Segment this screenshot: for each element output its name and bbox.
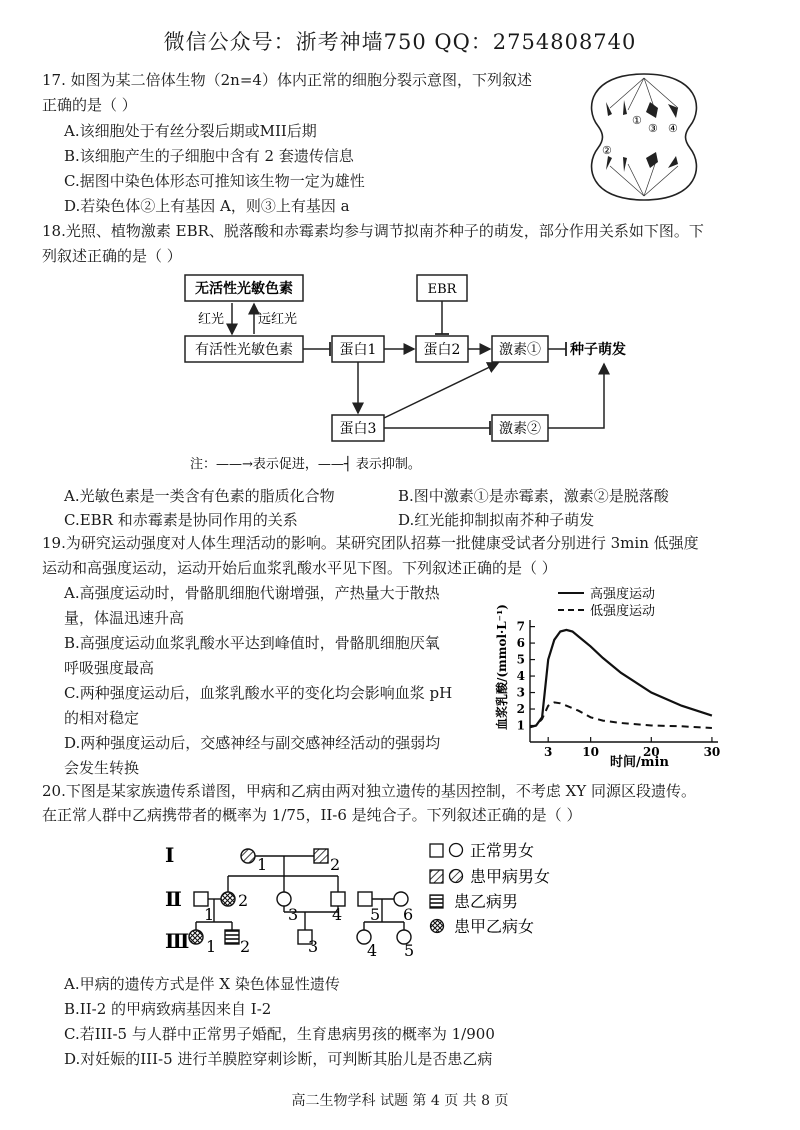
q19-option-a-line1: A.高强度运动时，骨骼肌细胞代谢增强，产热量大于散热 [64, 584, 440, 602]
q17-option-b: B.该细胞产生的子细胞中含有 2 套遗传信息 [64, 147, 354, 165]
q17-option-d: D.若染色体②上有基因 A，则③上有基因 a [64, 197, 350, 215]
protein1-label: 蛋白1 [339, 342, 377, 358]
chromosomes-bottom [606, 152, 678, 172]
I-2-male-disease-a [314, 849, 328, 863]
lactate-chart [490, 580, 730, 770]
legend-disease-a-label: 患甲病男女 [470, 867, 551, 886]
y-tick-label: 1 [516, 718, 525, 733]
II-4-male-normal [331, 892, 345, 906]
germination-regulation-diagram [180, 268, 660, 478]
chromosome-label-2: ② [602, 144, 612, 157]
III-2-male-disease-b [225, 930, 239, 944]
promote-protein3-hormone1 [384, 363, 498, 418]
III-5-number: 5 [404, 941, 415, 960]
legend-normal-male [430, 844, 443, 857]
q17-stem-line1: 17. 如图为某二倍体生物（2n=4）体内正常的细胞分裂示意图，下列叙述 [42, 71, 532, 89]
pedigree-chart [160, 838, 620, 970]
y-axis-label: 血浆乳酸/(mmol·L⁻¹) [495, 604, 509, 730]
germination-label: 种子萌发 [570, 342, 626, 358]
x-tick-label: 20 [642, 745, 660, 759]
y-tick-label: 7 [516, 619, 525, 634]
x-axis-label: 时间/min [610, 755, 669, 770]
q19-option-c-line1: C.两种强度运动后，血浆乳酸水平的变化均会影响血浆 pH [64, 684, 453, 702]
y-tick-label: 4 [516, 669, 525, 684]
legend-disease-b-male [430, 895, 443, 908]
III-1-number: 1 [206, 937, 217, 956]
q20-option-d: D.对妊娠的III-5 进行羊膜腔穿刺诊断，可判断其胎儿是否患乙病 [64, 1050, 493, 1068]
III-2-number: 2 [240, 937, 251, 956]
chromosome-label-3: ③ [648, 122, 658, 135]
q18-option-b: B.图中激素①是赤霉素，激素②是脱落酸 [398, 487, 669, 505]
q20-option-a: A.甲病的遗传方式是伴 X 染色体显性遗传 [64, 975, 340, 993]
legend-disease-a-male [430, 870, 443, 883]
chromosome-label-4: ④ [668, 122, 678, 135]
I-1-female-disease-a [241, 849, 255, 863]
red-light-label: 红光 [198, 312, 225, 327]
protein3-label: 蛋白3 [339, 421, 377, 437]
II-1-male-normal [194, 892, 208, 906]
hormone2-label: 激素② [499, 421, 541, 437]
x-tick-label: 10 [582, 745, 599, 759]
q18-option-a: A.光敏色素是一类含有色素的脂质化合物 [64, 487, 335, 505]
y-tick-label: 6 [516, 636, 525, 651]
II-2-number: 2 [238, 891, 249, 910]
q18-option-c: C.EBR 和赤霉素是协同作用的关系 [64, 511, 298, 529]
y-tick-label: 5 [516, 652, 525, 667]
series-line-high-intensity [530, 630, 712, 727]
y-tick-label: 2 [516, 702, 525, 717]
q19-option-d-line1: D.两种强度运动后，交感神经与副交感神经活动的强弱均 [64, 734, 441, 752]
II-3-female-normal [277, 892, 291, 906]
q17-stem-line2: 正确的是（ ） [42, 96, 137, 114]
legend-normal-label: 正常男女 [470, 841, 535, 860]
chromosomes-top [606, 100, 678, 118]
q18-option-d: D.红光能抑制拟南芥种子萌发 [398, 511, 595, 529]
generation-I: Ⅰ [165, 843, 175, 867]
II-2-female-both-diseases [221, 892, 235, 906]
q19-option-b-line2: 呼吸强度最高 [64, 659, 155, 677]
q17-option-c: C.据图中染色体形态可推知该生物一定为雄性 [64, 172, 365, 190]
II-4-number: 4 [332, 905, 343, 924]
q20-stem-line1: 20.下图是某家族遗传系谱图，甲病和乙病由两对独立遗传的基因控制，不考虑 XY 同源区段遗传。 [42, 782, 696, 800]
legend-disease-b-label: 患乙病男 [454, 892, 519, 911]
cell-division-figure [580, 68, 708, 206]
pedigree-legend [430, 841, 550, 936]
III-1-female-both-diseases [189, 930, 203, 944]
page-header: 微信公众号：浙考神墙750 QQ：2754808740 [163, 30, 637, 54]
I-2-number: 2 [330, 855, 341, 874]
q19-option-b-line1: B.高强度运动血浆乳酸水平达到峰值时，骨骼肌细胞厌氧 [64, 634, 440, 652]
q20-option-c: C.若III-5 与人群中正常男子婚配，生育患病男孩的概率为 1/900 [64, 1025, 495, 1043]
q18-stem-line2: 列叙述正确的是（ ） [42, 247, 182, 265]
q20-stem-line2: 在正常人群中乙病携带者的概率为 1/75，II-6 是纯合子。下列叙述正确的是（ ） [42, 806, 582, 824]
promote-hormone2-germination [548, 364, 604, 428]
x-tick-label: 30 [703, 745, 721, 759]
hormone1-label: 激素① [499, 342, 541, 358]
legend-both-female [431, 920, 444, 933]
legend-both-label: 患甲乙病女 [454, 917, 535, 936]
ebr-label: EBR [427, 282, 457, 297]
II-5-number: 5 [370, 905, 381, 924]
generation-III: Ⅲ [165, 929, 190, 953]
I-1-number: 1 [257, 855, 268, 874]
II-6-female-normal [394, 892, 408, 906]
II-6-number: 6 [403, 905, 414, 924]
spindle-fibers [610, 78, 678, 196]
protein2-label: 蛋白2 [423, 342, 461, 358]
y-tick-label: 3 [516, 685, 525, 700]
q19-stem-line1: 19.为研究运动强度对人体生理活动的影响。某研究团队招募一批健康受试者分别进行 3min 低强度 [42, 534, 699, 552]
legend-normal-female [450, 844, 463, 857]
diagram-note: 注：——→表示促进，——┤ 表示抑制。 [190, 457, 421, 472]
q17-option-a: A.该细胞处于有丝分裂后期或MII后期 [64, 122, 317, 140]
legend-label-low: 低强度运动 [590, 604, 656, 619]
cell-outline [592, 74, 697, 200]
q19-option-c-line2: 的相对稳定 [64, 709, 140, 727]
II-1-number: 1 [204, 905, 215, 924]
page-footer: 高二生物学科 试题 第 4 页 共 8 页 [291, 1093, 509, 1109]
chromosome-label-1: ① [632, 114, 642, 127]
q18-stem-line1: 18.光照、植物激素 EBR、脱落酸和赤霉素均参与调节拟南芥种子的萌发，部分作用关系如下图。下 [42, 222, 704, 240]
q19-option-a-line2: 量，体温迅速升高 [64, 609, 185, 627]
III-3-number: 3 [308, 937, 319, 956]
active-phytochrome-label: 有活性光敏色素 [195, 342, 293, 358]
III-4-number: 4 [367, 941, 378, 960]
II-3-number: 3 [288, 905, 299, 924]
chart-legend [558, 586, 655, 619]
II-5-male-normal [358, 892, 372, 906]
q20-option-b: B.II-2 的甲病致病基因来自 I-2 [64, 1000, 272, 1018]
legend-disease-a-female [450, 870, 463, 883]
legend-label-high: 高强度运动 [590, 587, 656, 602]
far-red-label: 远红光 [258, 312, 298, 327]
x-tick-label: 3 [544, 745, 553, 759]
inactive-phytochrome-label: 无活性光敏色素 [195, 281, 293, 297]
q19-option-d-line2: 会发生转换 [64, 759, 140, 777]
generation-II: Ⅱ [165, 887, 182, 911]
q19-stem-line2: 运动和高强度运动，运动开始后血浆乳酸水平见下图。下列叙述正确的是（ ） [42, 559, 557, 577]
